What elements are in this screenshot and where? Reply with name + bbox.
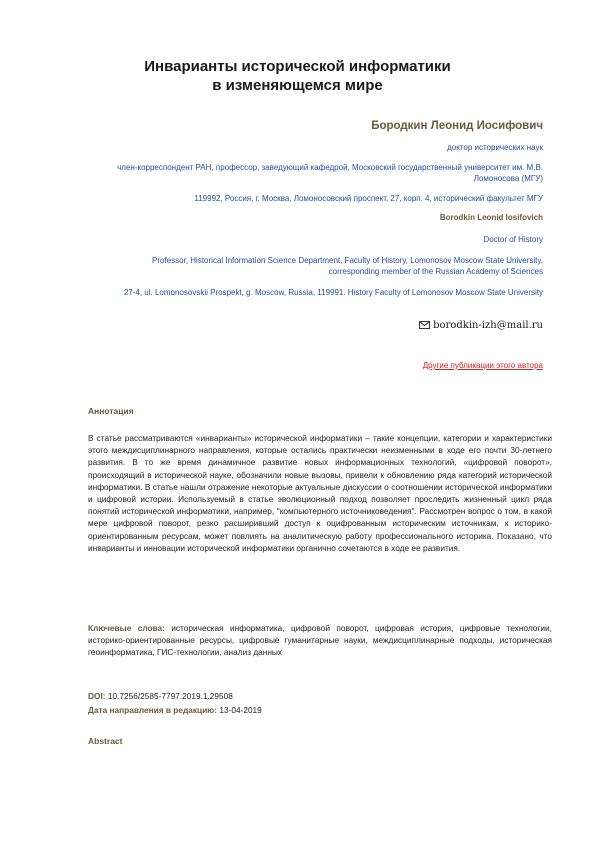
other-publications-link[interactable]: Другие публикации этого автора (422, 361, 543, 370)
author-degree-en: Doctor of History (483, 235, 543, 244)
article-title-line-2: в изменяющемся мире (212, 77, 383, 94)
doi-value: 10.7256/2585-7797.2019.1.29508 (107, 691, 233, 701)
article-title (60, 57, 535, 95)
author-email[interactable] (419, 320, 543, 331)
author-degree: доктор исторических наук (447, 143, 543, 152)
submission-date-value: 13-04-2019 (219, 705, 262, 715)
author-address-en: 27-4, ul. Lomonosovskii Prospekt, g. Moscow, Russia, 119991. History Faculty of Lomonosov Moscow State University (123, 288, 543, 297)
submission-date-line (88, 705, 262, 715)
author-email-text: borodkin-izh@mail.ru (433, 320, 543, 331)
keywords-label: Ключевые слова: (88, 623, 165, 633)
keywords-text: историческая информатика, цифровой поворот, цифровая история, цифровые технологии, историко-ориентированные ресурсы, цифровые гуманитарные науки, междисциплинарные подходы, историческая геоинформатика, ГИС-технологии, анализ данных (88, 623, 552, 658)
abstract-heading: Abstract (88, 736, 123, 746)
article-title-line-1: Инварианты исторической информатики (144, 58, 451, 75)
author-position-en: Professor, Historical Information Science Department, Faculty of History, Lomonosov Moscow State University, corresponding member of the Russian Academy of Sciences (152, 256, 543, 276)
author-name: Бородкин Леонид Иосифович (371, 120, 543, 132)
author-position: член-корреспондент РАН, профессор, заведующий кафедрой, Московский государственный университет им. М.В. Ломоносова (МГУ) (117, 163, 543, 183)
envelope-icon (419, 321, 430, 329)
keywords-block (88, 622, 552, 659)
annotation-heading: Аннотация (88, 406, 134, 416)
author-name-en: Borodkin Leonid Iosifovich (439, 213, 543, 222)
doi-line (88, 691, 233, 701)
submission-date-label: Дата направления в редакцию: (88, 705, 218, 715)
annotation-text: В статье рассматриваются «инварианты» исторической информатики – такие концепции, категории и характеристики этого междисциплинарного направления, которые остались практически неизменными в ходе его почти 30-летнего развития. В то же время динамичное развитие новых информационных технологий, «цифровой поворот», происходящий в исторической науке, обозначили новые вызовы, привели к обновлению ряда категорий исторической информатики. В статье нашли отражение некоторые актуальные дискуссии о соотношении исторической информатики и цифровой истории. Используемый в статье эволюционный подход позволяет проследить жизненный цикл ряда понятий исторической информатики, например, "компьютерного источниковедения". Рассмотрен вопрос о том, в какой мере цифровой поворот, резко расширивший доступ к оцифрованным историческим источникам, к историко-ориентированным ресурсам, может повлиять на аналитическую работу профессионального историка. Показано, что инварианты и инновации исторической информатики органично сочетаются в ходе ее развития. (88, 433, 552, 553)
author-address: 119992, Россия, г. Москва, Ломоносовский проспект, 27, корп. 4, исторический факультет МГУ (194, 194, 543, 203)
doi-label: DOI: (88, 691, 106, 701)
